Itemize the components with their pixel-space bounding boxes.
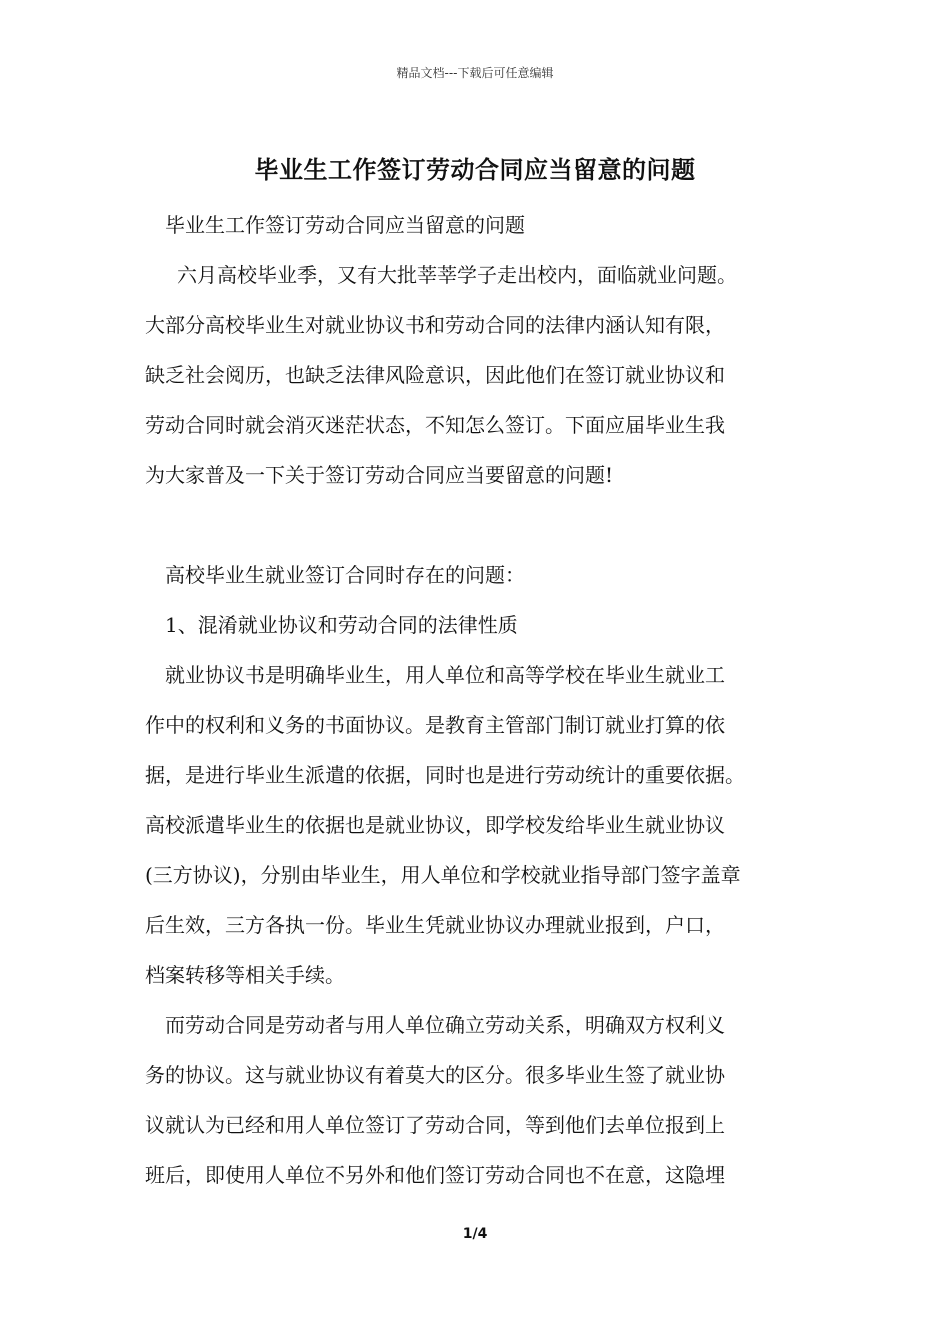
paragraph-line: 大部分高校毕业生对就业协议书和劳动合同的法律内涵认知有限，: [145, 313, 725, 337]
paragraph-line: 档案转移等相关手续。: [145, 963, 345, 987]
current-page: 1: [462, 1226, 473, 1242]
numbered-heading: 1、混淆就业协议和劳动合同的法律性质: [165, 613, 518, 637]
page-separator: /: [472, 1226, 478, 1242]
paragraph-line: 务的协议。这与就业协议有着莫大的区分。很多毕业生签了就业协: [145, 1063, 725, 1087]
paragraph-line: 劳动合同时就会消灭迷茫状态，不知怎么签订。下面应届毕业生我: [145, 413, 725, 437]
document-title: 毕业生工作签订劳动合同应当留意的问题: [254, 155, 696, 184]
page-number: [0, 1226, 950, 1242]
paragraph-line: 缺乏社会阅历，也缺乏法律风险意识，因此他们在签订就业协议和: [145, 363, 725, 387]
paragraph-line: 班后，即使用人单位不另外和他们签订劳动合同也不在意，这隐埋: [145, 1163, 725, 1187]
paragraph-line: (三方协议)，分别由毕业生，用人单位和学校就业指导部门签字盖章: [145, 863, 741, 887]
paragraph-line: 作中的权利和义务的书面协议。是教育主管部门制订就业打算的依: [145, 713, 725, 737]
paragraph-line: 后生效，三方各执一份。毕业生凭就业协议办理就业报到，户口，: [145, 913, 725, 937]
document-body: [145, 200, 810, 1200]
paragraph-line: 就业协议书是明确毕业生，用人单位和高等学校在毕业生就业工: [165, 663, 725, 687]
page-header: 精品文档---下载后可任意编辑: [396, 66, 554, 80]
total-pages: 4: [477, 1226, 488, 1242]
subtitle-line: 毕业生工作签订劳动合同应当留意的问题: [165, 213, 525, 237]
paragraph-line: 为大家普及一下关于签订劳动合同应当要留意的问题!: [145, 463, 614, 487]
paragraph-line: 而劳动合同是劳动者与用人单位确立劳动关系，明确双方权利义: [165, 1013, 725, 1037]
section-heading: 高校毕业生就业签订合同时存在的问题：: [165, 563, 525, 587]
paragraph-line: 高校派遣毕业生的依据也是就业协议，即学校发给毕业生就业协议: [145, 813, 725, 837]
blank-line: [145, 500, 810, 550]
paragraph-line: 据，是进行毕业生派遣的依据，同时也是进行劳动统计的重要依据。: [145, 763, 745, 787]
paragraph-line: 议就认为已经和用人单位签订了劳动合同，等到他们去单位报到上: [145, 1113, 725, 1137]
paragraph-line: 六月高校毕业季，又有大批莘莘学子走出校内，面临就业问题。: [177, 263, 737, 287]
